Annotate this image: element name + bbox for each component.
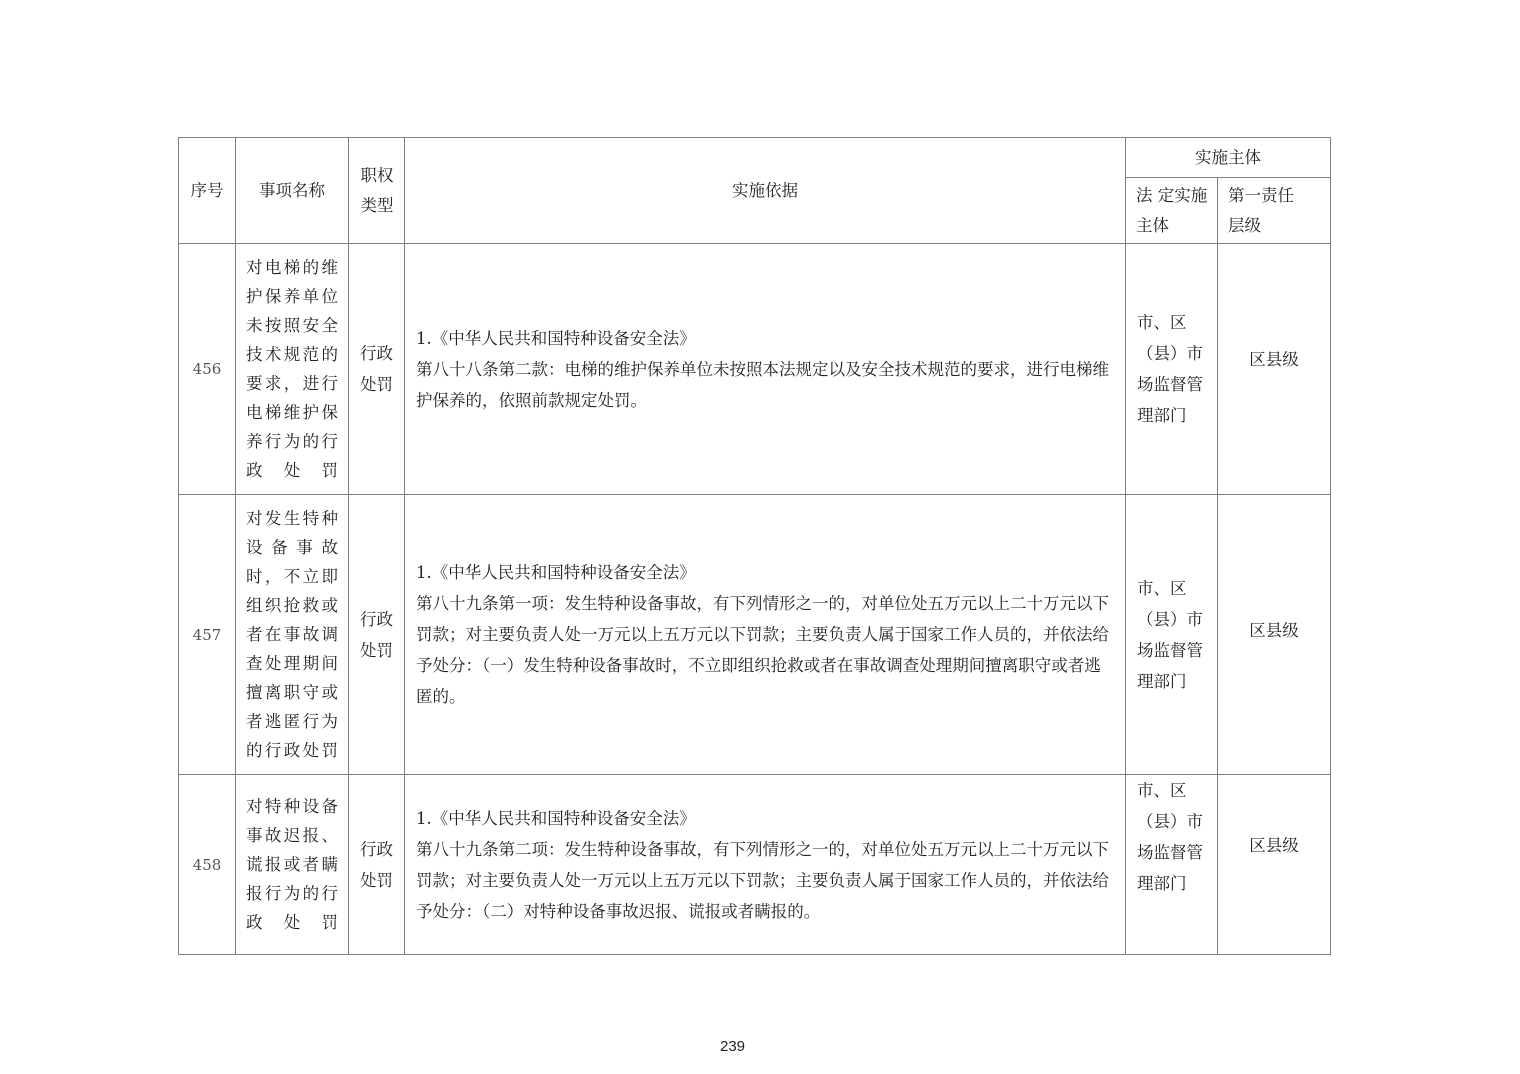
row-authority-type: 行政处罚 — [349, 244, 405, 495]
table-row — [179, 775, 1331, 955]
header-name: 事项名称 — [236, 138, 349, 244]
header-seq: 序号 — [179, 138, 236, 244]
header-entity-legal: 法 定实施主体 — [1126, 178, 1218, 244]
row-responsibility-level: 区县级 — [1218, 775, 1331, 955]
row-seq: 456 — [179, 244, 236, 495]
row-legal-entity: 市、区（县）市场监督管理部门 — [1126, 495, 1218, 775]
row-legal-basis — [405, 495, 1126, 775]
row-item-name: 对发生特种设备事故时，不立即组织抢救或者在事故调查处理期间擅离职守或者逃匿行为的行政处罚 — [236, 495, 349, 775]
row-authority-type: 行政处罚 — [349, 495, 405, 775]
row-responsibility-level: 区县级 — [1218, 244, 1331, 495]
law-title: 1.《中华人民共和国特种设备安全法》 — [416, 328, 696, 348]
row-item-name: 对特种设备事故迟报、谎报或者瞒报行为的行政处罚 — [236, 775, 349, 955]
row-legal-basis — [405, 775, 1126, 955]
row-item-name: 对电梯的维护保养单位未按照安全技术规范的要求，进行电梯维护保养行为的行政处罚 — [236, 244, 349, 495]
table-row — [179, 495, 1331, 775]
row-authority-type: 行政处罚 — [349, 775, 405, 955]
responsibility-table — [178, 137, 1331, 955]
header-basis: 实施依据 — [405, 138, 1126, 244]
row-responsibility-level: 区县级 — [1218, 495, 1331, 775]
page-number: 239 — [719, 1038, 746, 1055]
law-title: 1.《中华人民共和国特种设备安全法》 — [416, 563, 696, 582]
law-article: 第八十八条第二款：电梯的维护保养单位未按照本法规定以及安全技术规范的要求，进行电梯维护保养的，依照前款规定处罚。 — [416, 359, 1109, 410]
row-seq: 458 — [179, 775, 236, 955]
law-article: 第八十九条第二项：发生特种设备事故，有下列情形之一的，对单位处五万元以上二十万元以下罚款；对主要负责人处一万元以上五万元以下罚款；主要负责人属于国家工作人员的，并依法给予处分：（二）对特种设备事故迟报、谎报或者瞒报的。 — [416, 839, 1109, 921]
row-legal-entity: 市、区（县）市场监督管理部门 — [1126, 244, 1218, 495]
law-article: 第八十九条第一项：发生特种设备事故，有下列情形之一的，对单位处五万元以上二十万元以下罚款；对主要负责人处一万元以上五万元以下罚款；主要负责人属于国家工作人员的，并依法给予处分：（一）发生特种设备事故时，不立即组织抢救或者在事故调查处理期间擅离职守或者逃匿的。 — [416, 594, 1109, 706]
row-legal-basis — [405, 244, 1126, 495]
header-entity-level: 第一责任层级 — [1218, 178, 1331, 244]
header-entity-group: 实施主体 — [1126, 138, 1331, 178]
row-seq: 457 — [179, 495, 236, 775]
table-row — [179, 244, 1331, 495]
header-type: 职权类型 — [349, 138, 405, 244]
law-title: 1.《中华人民共和国特种设备安全法》 — [416, 808, 696, 828]
row-legal-entity: 市、区（县）市场监督管理部门 — [1126, 775, 1218, 955]
